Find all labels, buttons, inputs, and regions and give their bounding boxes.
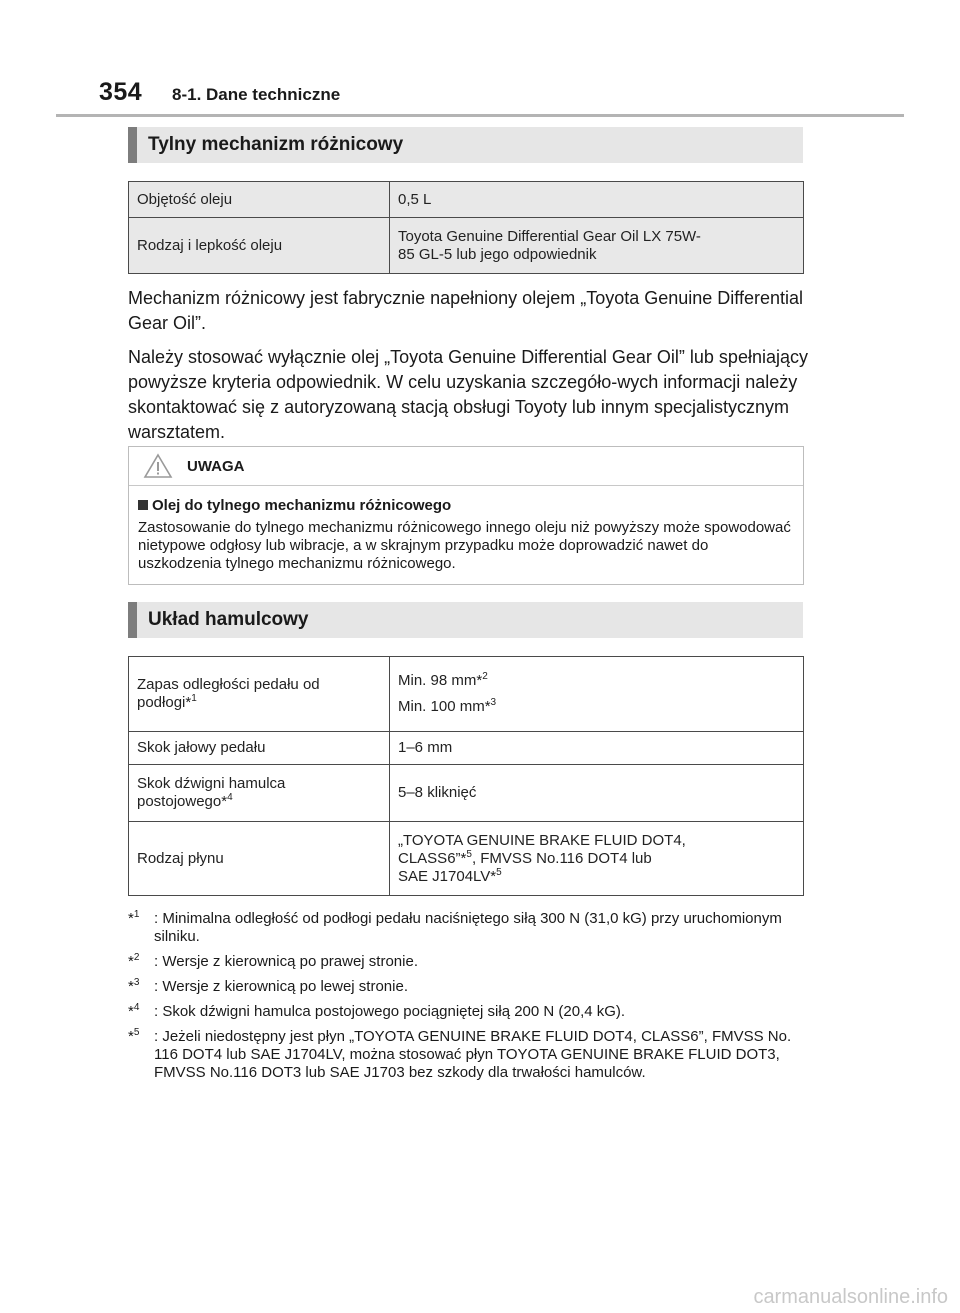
- warning-header: [129, 447, 803, 486]
- chapter-title: 8-1. Dane techniczne: [172, 85, 341, 104]
- warning-subtitle: Olej do tylnego mechanizmu różnicowego: [138, 497, 451, 514]
- watermark: carmanualsonline.info: [753, 1286, 948, 1308]
- warning-triangle-icon: [143, 453, 173, 479]
- table-label: Rodzaj i lepkość oleju: [129, 218, 390, 274]
- table-label: Objętość oleju: [129, 182, 390, 218]
- section-title: Układ hamulcowy: [148, 609, 309, 630]
- table-value: 0,5 L: [390, 182, 804, 218]
- body-text: [128, 286, 808, 454]
- brake-spec-table: [128, 656, 804, 896]
- section-heading-brakes: [128, 602, 803, 638]
- paragraph: Mechanizm różnicowy jest fabrycznie napełniony olejem „Toyota Genuine Differential Gear Oil”.: [128, 288, 803, 333]
- table-label: Zapas odległości pedału od podłogi*$^1$: [129, 657, 390, 732]
- table-row: [129, 822, 804, 896]
- table-row: [129, 657, 804, 732]
- warning-box: [128, 446, 804, 585]
- footnote: *$^2$ : Wersje z kierownicą po prawej stronie.: [128, 952, 418, 970]
- table-label: Skok dźwigni hamulca postojowego*$^4$: [129, 765, 390, 822]
- table-row: [129, 732, 804, 765]
- footnote: *$^5$ : Jeżeli niedostępny jest płyn „TOYOTA GENUINE BRAKE FLUID DOT4, CLASS6”, FMVSS No. 116 DOT4 lub SAE J1704LV, można stosować płyn TOYOTA GENUINE BRAKE FLUID DOT3, FMVSS No.116 DOT3 lub SAE J1703 bez szkody dla trwałości hamulców.: [128, 1027, 792, 1081]
- section-title: Tylny mechanizm różnicowy: [148, 134, 404, 155]
- warning-text: Zastosowanie do tylnego mechanizmu różnicowego innego oleju niż powyższy może spowodować nietypowe odgłosy lub wibracje, a w skrajnym przypadku może doprowadzić nawet do uszkodzenia tylnego mechanizmu różnicowego.: [138, 519, 791, 572]
- section-heading-differential: [128, 127, 803, 163]
- paragraph: Należy stosować wyłącznie olej „Toyota Genuine Differential Gear Oil” lub spełniający powyższe kryteria odpowiednik. W celu uzyskania szczegóło-wych informacji należy skontaktować się z autoryzowaną stacją obsługi Toyoty lub innym specjalistycznym warsztatem.: [128, 347, 808, 442]
- warning-label: UWAGA: [187, 458, 245, 475]
- header-rule: [56, 114, 904, 117]
- table-row: [129, 765, 804, 822]
- table-value: Min. 98 mm*$^2$ Min. 100 mm*$^3$: [390, 657, 804, 732]
- table-value: „TOYOTA GENUINE BRAKE FLUID DOT4, CLASS6”*$^5$, FMVSS No.116 DOT4 lub SAE J1704LV*$^5$: [390, 822, 804, 896]
- footnote: *$^4$ : Skok dźwigni hamulca postojowego pociągniętej siłą 200 N (20,4 kG).: [128, 1002, 626, 1020]
- footnotes: [128, 910, 808, 1089]
- table-value: Toyota Genuine Differential Gear Oil LX 75W- 85 GL-5 lub jego odpowiednik: [390, 218, 804, 274]
- table-label: Skok jałowy pedału: [129, 732, 390, 765]
- bullet-square-icon: [138, 500, 148, 510]
- table-value: 5–8 kliknięć: [390, 765, 804, 822]
- table-value: 1–6 mm: [390, 732, 804, 765]
- footnote: *$^1$ : Minimalna odległość od podłogi pedału naciśniętego siłą 300 N (31,0 kG) przy uruchomionym silniku.: [128, 909, 782, 945]
- table-row: [129, 218, 804, 274]
- table-label: Rodzaj płynu: [129, 822, 390, 896]
- differential-spec-table: [128, 181, 804, 274]
- page-number: 354: [99, 78, 143, 106]
- table-row: [129, 182, 804, 218]
- footnote: *$^3$ : Wersje z kierownicą po lewej stronie.: [128, 977, 408, 995]
